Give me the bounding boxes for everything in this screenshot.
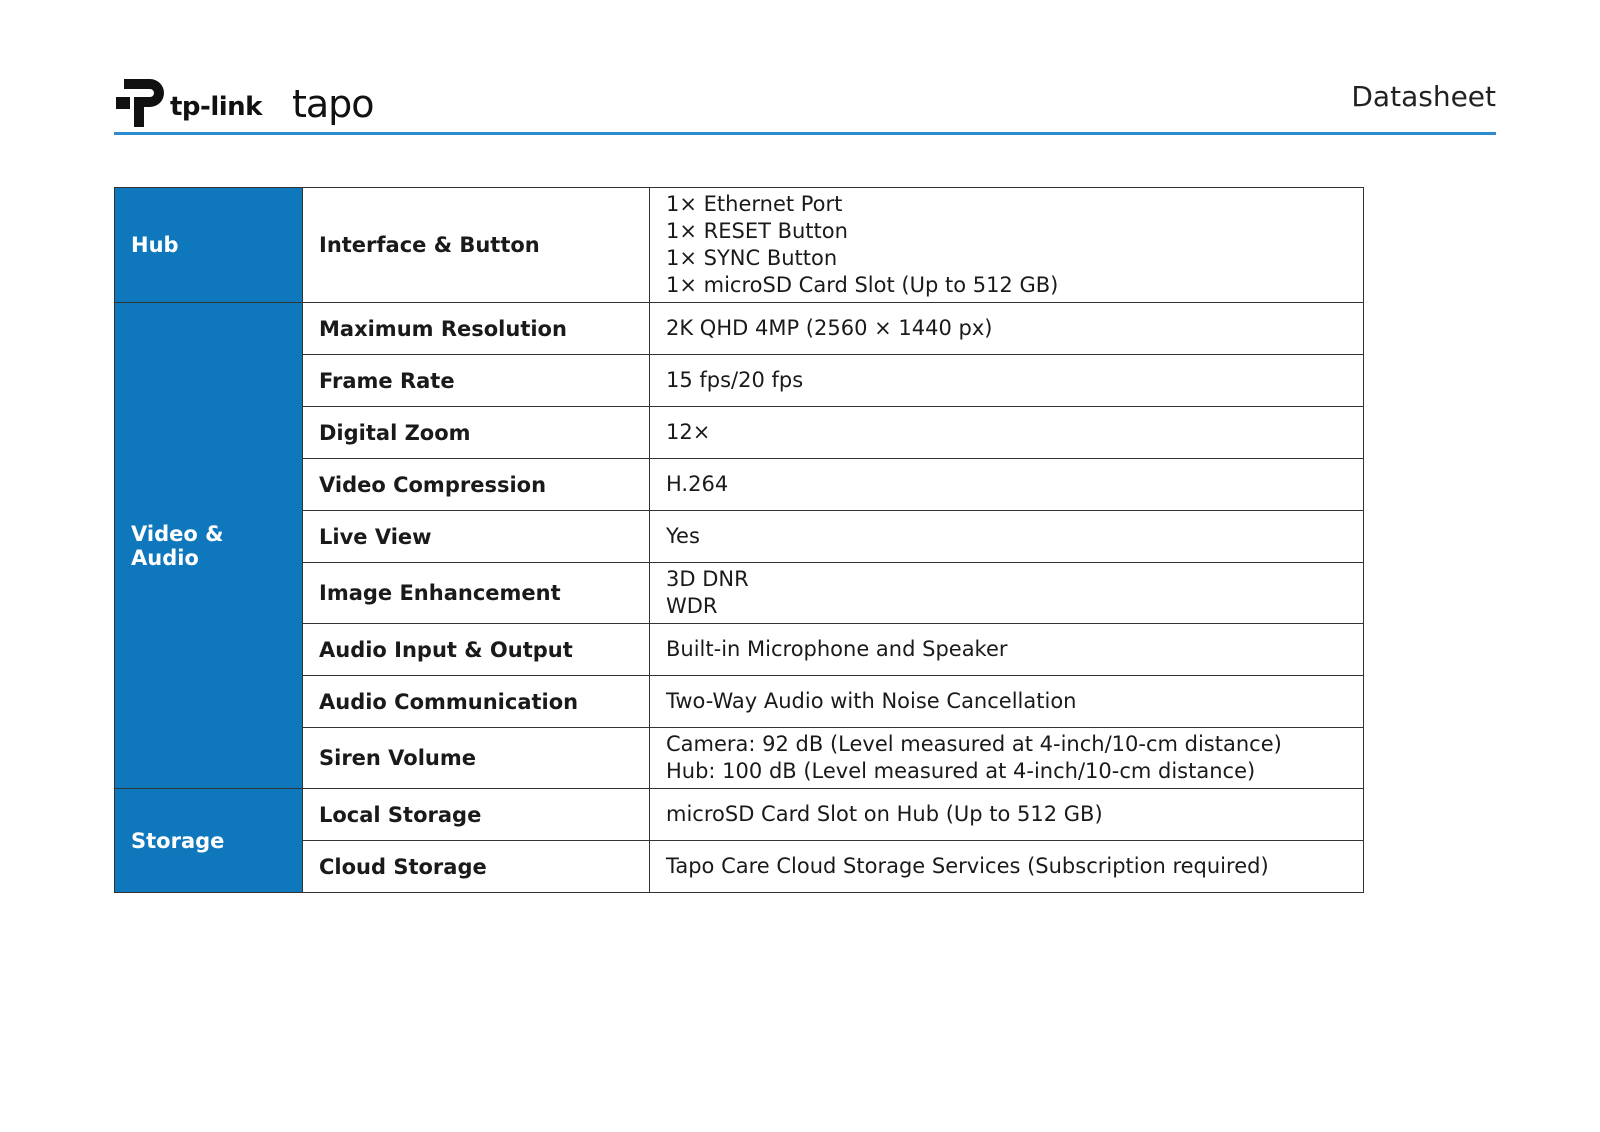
value-line: 1× RESET Button xyxy=(666,219,848,243)
feature-cell: Audio Input & Output xyxy=(303,624,650,676)
value-line: 1× microSD Card Slot (Up to 512 GB) xyxy=(666,273,1059,297)
spec-row xyxy=(115,789,1364,841)
value-line: 1× Ethernet Port xyxy=(666,192,843,216)
category-cell: Hub xyxy=(115,188,303,303)
spec-row xyxy=(115,407,1364,459)
value-cell: H.264 xyxy=(650,459,1364,511)
header-divider xyxy=(114,132,1496,135)
spec-row xyxy=(115,303,1364,355)
value-line: 1× SYNC Button xyxy=(666,246,838,270)
feature-cell: Local Storage xyxy=(303,789,650,841)
value-cell: Tapo Care Cloud Storage Services (Subscription required) xyxy=(650,841,1364,893)
document-type-label: Datasheet xyxy=(1351,80,1496,113)
feature-cell: Video Compression xyxy=(303,459,650,511)
spec-row xyxy=(115,188,1364,303)
category-cell: Video & Audio xyxy=(115,303,303,789)
category-cell: Storage xyxy=(115,789,303,893)
value-cell xyxy=(650,728,1364,789)
feature-cell: Maximum Resolution xyxy=(303,303,650,355)
value-cell: Yes xyxy=(650,511,1364,563)
spec-table xyxy=(114,187,1364,893)
spec-row xyxy=(115,624,1364,676)
feature-cell: Live View xyxy=(303,511,650,563)
feature-cell: Digital Zoom xyxy=(303,407,650,459)
feature-cell: Audio Communication xyxy=(303,676,650,728)
tplink-wordmark: tp-link xyxy=(170,92,262,122)
value-cell: Two-Way Audio with Noise Cancellation xyxy=(650,676,1364,728)
feature-cell: Frame Rate xyxy=(303,355,650,407)
spec-row xyxy=(115,676,1364,728)
feature-cell: Interface & Button xyxy=(303,188,650,303)
value-cell xyxy=(650,563,1364,624)
page-header xyxy=(114,66,1496,136)
tplink-logo-icon xyxy=(114,75,166,129)
tapo-wordmark: tapo xyxy=(291,82,374,126)
feature-cell: Cloud Storage xyxy=(303,841,650,893)
value-cell: microSD Card Slot on Hub (Up to 512 GB) xyxy=(650,789,1364,841)
spec-row xyxy=(115,511,1364,563)
spec-row xyxy=(115,459,1364,511)
value-cell: Built-in Microphone and Speaker xyxy=(650,624,1364,676)
spec-row xyxy=(115,355,1364,407)
spec-row xyxy=(115,841,1364,893)
value-line: 3D DNR xyxy=(666,567,749,591)
value-line: Camera: 92 dB (Level measured at 4-inch/10-cm distance) xyxy=(666,732,1282,756)
value-cell: 15 fps/20 fps xyxy=(650,355,1364,407)
value-cell: 2K QHD 4MP (2560 × 1440 px) xyxy=(650,303,1364,355)
brand-logos xyxy=(114,72,374,132)
spec-row xyxy=(115,563,1364,624)
value-line: Hub: 100 dB (Level measured at 4-inch/10-cm distance) xyxy=(666,759,1256,783)
value-cell xyxy=(650,188,1364,303)
feature-cell: Image Enhancement xyxy=(303,563,650,624)
value-cell: 12× xyxy=(650,407,1364,459)
spec-row xyxy=(115,728,1364,789)
feature-cell: Siren Volume xyxy=(303,728,650,789)
value-line: WDR xyxy=(666,594,718,618)
